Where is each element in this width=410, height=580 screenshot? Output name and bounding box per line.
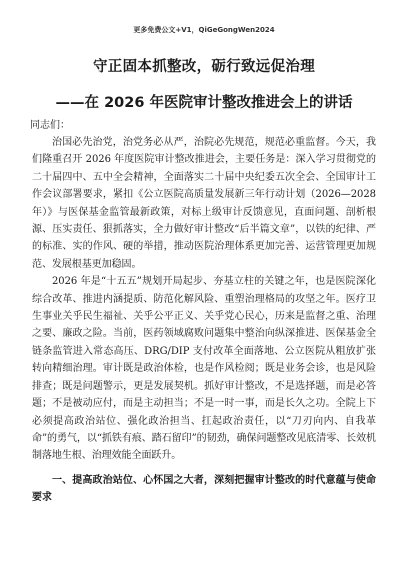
body-paragraph-1: 治国必先治党，治党务必从严，治院必先规范，规范必重监督。今天，我们隆重召开 2026 年度医院审计整改推进会，主要任务是：深入学习贯彻党的二十届四中、五中全会精神，全面落实二十届中央纪委五次全会、全国审计工作会议部署要求，紧扣《公立医院高质量发展新三年行动计划（2026—2028 年）》与医保基金监管最新政策，对标上级审计反馈意见，直面问题、剖析根源、压实责任、狠抓落实，全力做好审计整改“后半篇文章”，以铁的纪律、严的标准、实的作风、硬的举措，推动医院治理体系更加完善、运营管理更加规范、发展根基更加稳固。 [32, 137, 376, 270]
section-heading-1: 一、提高政治站位、心怀国之大者，深刻把握审计整改的时代意蕴与使命要求 [32, 474, 376, 504]
speech-title: 守正固本抓整改，砺行致远促治理 [93, 59, 315, 75]
speech-subtitle: ——在 2026 年医院审计整改推进会上的讲话 [55, 95, 353, 111]
body-paragraph-2: 2026 年是“十五五”规划开局起步、夯基立柱的关键之年，也是医院深化综合改革、推进内涵提质、防范化解风险、重塑治理格局的攻坚之年。医疗卫生事业关乎民生福祉、关乎公平正义、关乎党心民心，历来是监督之重、治理之要、廉政之险。当前，医药领域腐败问题集中整治向纵深推进、医保基金全链条监管进入常态高压、DRG/DIP 支付改革全面落地、公立医院从粗放扩张转向精细治理。审计既是政治体检，也是作风检阅；既是业务会诊，也是风险排查；既是问题警示，更是发展契机。抓好审计整改，不是选择题，而是必答题；不是被动应付，而是主动担当；不是一时一事，而是长久之功。全院上下必须提高政治站位、强化政治担当、扛起政治责任，以“刀刃向内、自我革命”的勇气，以“抓铁有痕、踏石留印”的韧劲，确保问题整改见底清零、长效机制落地生根、治理效能全面跃升。 [32, 276, 376, 462]
salutation: 同志们： [30, 120, 70, 131]
header-note: 更多免费公文+V1，QiGeGongWen2024 [133, 26, 275, 34]
